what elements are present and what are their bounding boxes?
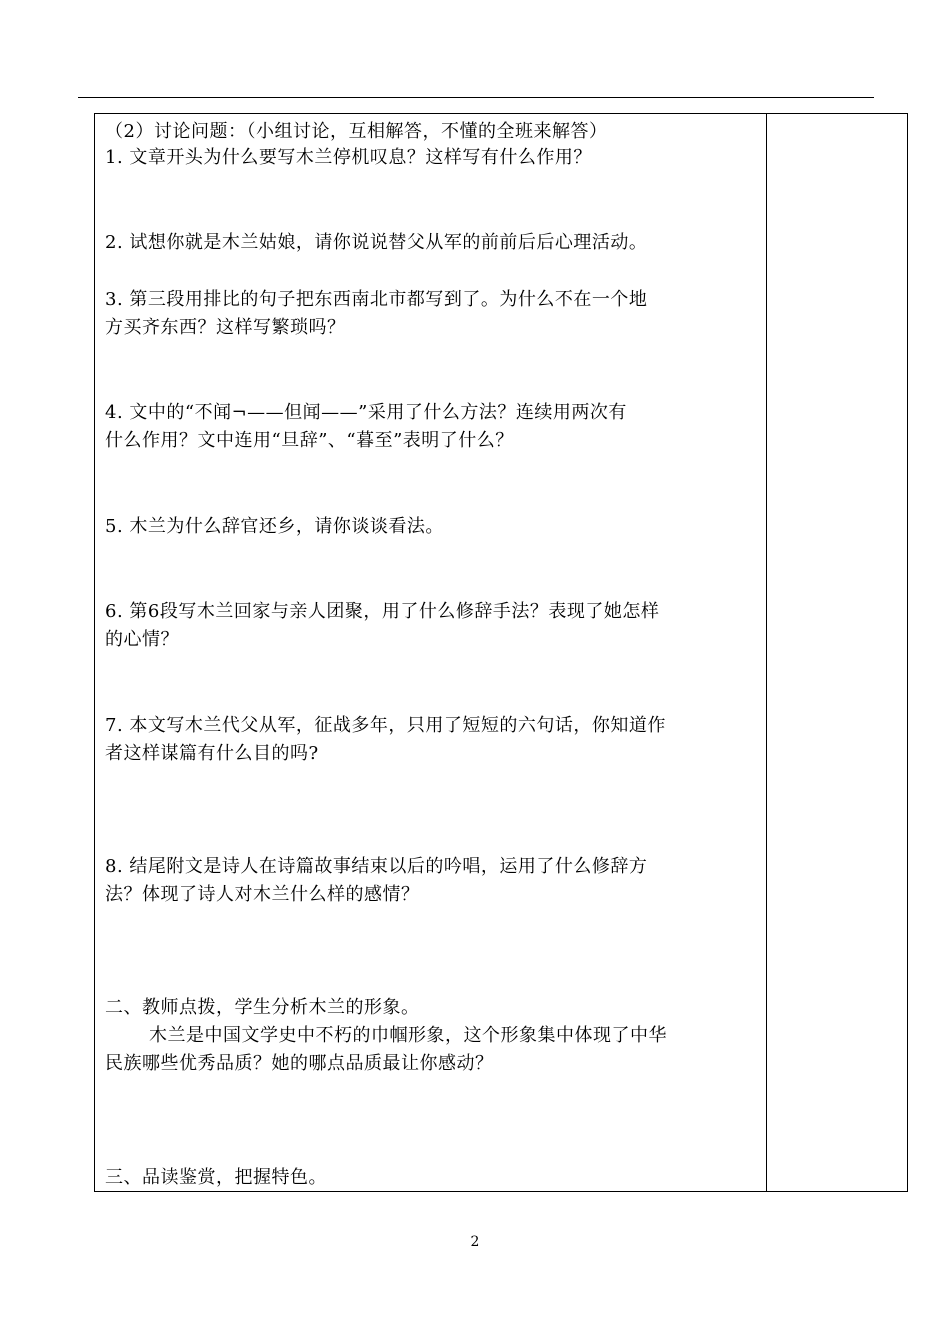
main-content-cell — [95, 114, 767, 1191]
header-rule — [78, 97, 874, 98]
part2-body-line-2: 民族哪些优秀品质？她的哪点品质最让你感动？ — [105, 1053, 494, 1074]
question-3-line-2: 方买齐东西？这样写繁琐吗？ — [105, 317, 346, 338]
question-6-line-1: 6. 第6段写木兰回家与亲人团聚，用了什么修辞手法？表现了她怎样 — [105, 601, 660, 622]
part3-heading: 三、品读鉴赏，把握特色。 — [105, 1167, 327, 1188]
question-7-line-2: 者这样谋篇有什么目的吗? — [105, 743, 319, 764]
question-1-line-1: 1. 文章开头为什么要写木兰停机叹息？这样写有什么作用？ — [105, 147, 592, 168]
question-2-line-1: 2. 试想你就是木兰姑娘，请你说说替父从军的前前后后心理活动。 — [105, 232, 648, 253]
question-3-line-1: 3. 第三段用排比的句子把东西南北市都写到了。为什么不在一个地 — [105, 289, 648, 310]
question-4-line-1: 4. 文中的“不闻¬——但闻——”采用了什么方法？连续用两次有 — [105, 402, 627, 423]
question-6-line-2: 的心情？ — [105, 629, 179, 650]
part2-body-line-1: 木兰是中国文学史中不朽的巾帼形象，这个形象集中体现了中华 — [149, 1025, 667, 1046]
part2-heading: 二、教师点拨，学生分析木兰的形象。 — [105, 997, 420, 1018]
question-8-line-2: 法？体现了诗人对木兰什么样的感情？ — [105, 884, 420, 905]
question-4-line-2: 什么作用？文中连用“旦辞”、“暮至”表明了什么？ — [105, 430, 514, 451]
section-title: （2）讨论问题：（小组讨论，互相解答，不懂的全班来解答） — [105, 121, 608, 142]
question-5-line-1: 5. 木兰为什么辞官还乡，请你谈谈看法。 — [105, 516, 444, 537]
notes-cell — [767, 114, 907, 1191]
content-table — [94, 113, 908, 1192]
question-7-line-1: 7. 本文写木兰代父从军，征战多年，只用了短短的六句话，你知道作 — [105, 715, 666, 736]
page-number: 2 — [470, 1234, 480, 1250]
question-8-line-1: 8. 结尾附文是诗人在诗篇故事结束以后的吟唱，运用了什么修辞方 — [105, 856, 648, 877]
